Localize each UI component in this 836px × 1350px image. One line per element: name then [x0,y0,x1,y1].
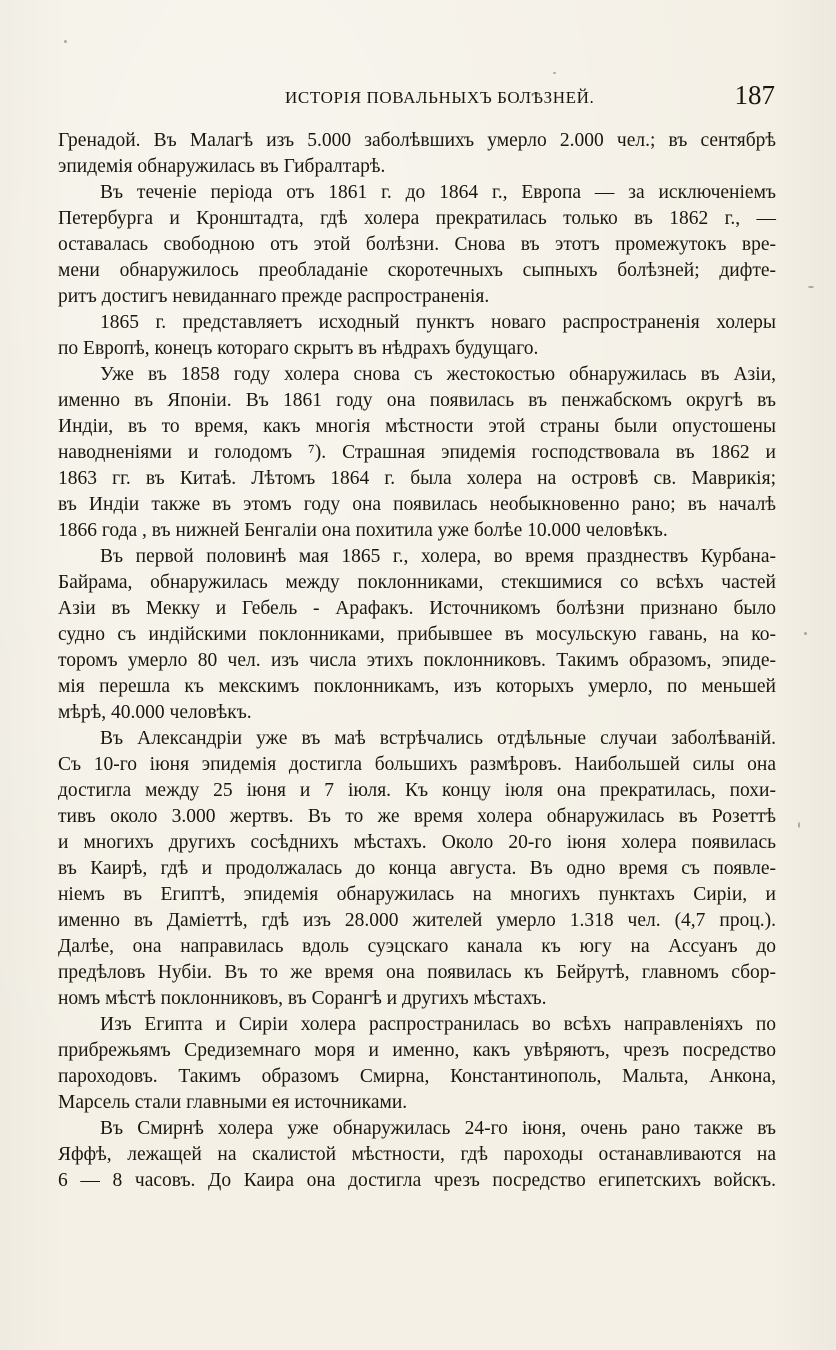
text-line: Въ первой половинѣ мая 1865 г., холера, во время празднествъ Курбана- [100,546,776,567]
text-line: 1865 г. представляетъ исходный пунктъ новаго распространенія холеры [100,312,776,333]
text-line: прибрежьямъ Средиземнаго моря и именно, какъ увѣряютъ, чрезъ посредство [58,1040,776,1061]
text-line: пароходовъ. Такимъ образомъ Смирна, Константинополь, Мальта, Анкона, [58,1066,776,1087]
text-line: номъ мѣстѣ поклонниковъ, въ Сорангѣ и другихъ мѣстахъ. [58,988,547,1009]
text-line: Въ теченіе періода отъ 1861 г. до 1864 г., Европа — за исключеніемъ [100,182,776,203]
text-line: Уже въ 1858 году холера снова съ жестокостью обнаружилась въ Азіи, [100,364,776,385]
paper-speck [798,822,800,828]
running-title: ИСТОРІЯ ПОВАЛЬНЫХЪ БОЛѢЗНЕЙ. [285,88,595,107]
text-line: торомъ умерло 80 чел. изъ числа этихъ поклонниковъ. Такимъ образомъ, эпиде- [58,650,776,671]
text-line: Гренадой. Въ Малагѣ изъ 5.000 заболѣвшихъ умерло 2.000 чел.; въ сентябрѣ [58,130,776,151]
body-text [58,128,776,1194]
text-line: Яффѣ, лежащей на скалистой мѣстности, гдѣ пароходы останавливаются на [58,1144,776,1165]
text-line: наводненіями и голодомъ ⁷). Страшная эпидемія господствовала въ 1862 и [58,442,776,463]
text-line: Въ Смирнѣ холера уже обнаружилась 24-го іюня, очень рано также въ [100,1118,776,1139]
text-line: именно въ Даміеттѣ, гдѣ изъ 28.000 жителей умерло 1.318 чел. (4,7 проц.). [58,910,776,931]
text-line: Съ 10-го іюня эпидемія достигла большихъ размѣровъ. Наибольшей силы она [58,754,776,775]
text-line: ніемъ въ Египтѣ, эпидемія обнаружилась на многихъ пунктахъ Сиріи, и [58,884,776,905]
text-line: Изъ Египта и Сиріи холера распространилась во всѣхъ направленіяхъ по [100,1014,776,1035]
text-line: 6 — 8 часовъ. До Каира она достигла чрезъ посредство египетскихъ войскъ. [58,1170,776,1191]
text-line: Петербурга и Кронштадта, гдѣ холера прекратилась только въ 1862 г., — [58,208,776,229]
text-line: 1863 гг. въ Китаѣ. Лѣтомъ 1864 г. была холера на островѣ св. Маврикія; [58,468,776,489]
text-line: въ Индіи также въ этомъ году она появилась необыкновенно рано; въ началѣ [58,494,776,515]
text-line: Азіи въ Мекку и Гебель - Арафакъ. Источникомъ болѣзни признано было [58,598,776,619]
text-line: судно съ индійскими поклонниками, прибывшее въ мосульскую гавань, на ко- [58,624,776,645]
text-line: 1866 года , въ нижней Бенгаліи она похитила уже болѣе 10.000 человѣкъ. [58,520,668,541]
paper-speck [553,72,556,74]
text-line: мѣрѣ, 40.000 человѣкъ. [58,702,252,723]
text-line: ритъ достигъ невиданнаго прежде распространенія. [58,286,490,307]
text-line: эпидемія обнаружилась въ Гибралтарѣ. [58,156,386,177]
text-line: именно въ Японіи. Въ 1861 году она появилась въ пенжабскомъ округѣ въ [58,390,776,411]
paper-speck [804,632,807,635]
page-number: 187 [734,80,775,110]
text-line: Байрама, обнаружилась между поклонниками, стекшимися со всѣхъ частей [58,572,776,593]
text-line: Марсель стали главными ея источниками. [58,1092,408,1113]
text-line: и многихъ другихъ сосѣднихъ мѣстахъ. Около 20-го іюня холера появилась [58,832,776,853]
text-line: мени обнаружилось преобладаніе скоротечныхъ сыпныхъ болѣзней; дифте- [58,260,776,281]
page-header [60,80,775,118]
text-line: по Европѣ, конецъ котораго скрытъ въ нѣдрахъ будущаго. [58,338,539,359]
text-line: Въ Александріи уже въ маѣ встрѣчались отдѣльные случаи заболѣваній. [100,728,776,749]
text-line: оставалась свободною отъ этой болѣзни. Снова въ этотъ промежутокъ вре- [58,234,776,255]
paper-speck [808,286,814,288]
text-line: мія перешла къ мекскимъ поклонникамъ, изъ которыхъ умерло, по меньшей [58,676,776,697]
text-line: въ Каирѣ, гдѣ и продолжалась до конца августа. Въ одно время съ появле- [58,858,776,879]
text-line: Индіи, въ то время, какъ многія мѣстности этой страны были опустошены [58,416,776,437]
text-line: Далѣе, она направилась вдоль суэцскаго канала къ югу на Ассуанъ до [58,936,776,957]
text-line: предѣловъ Нубіи. Въ то же время она появилась къ Бейрутѣ, главномъ сбор- [58,962,776,983]
text-line: тивъ около 3.000 жертвъ. Въ то же время холера обнаружилась въ Розеттѣ [58,806,776,827]
text-line: достигла между 25 іюня и 7 іюля. Къ концу іюля она прекратилась, похи- [58,780,776,801]
paper-speck [64,40,67,43]
